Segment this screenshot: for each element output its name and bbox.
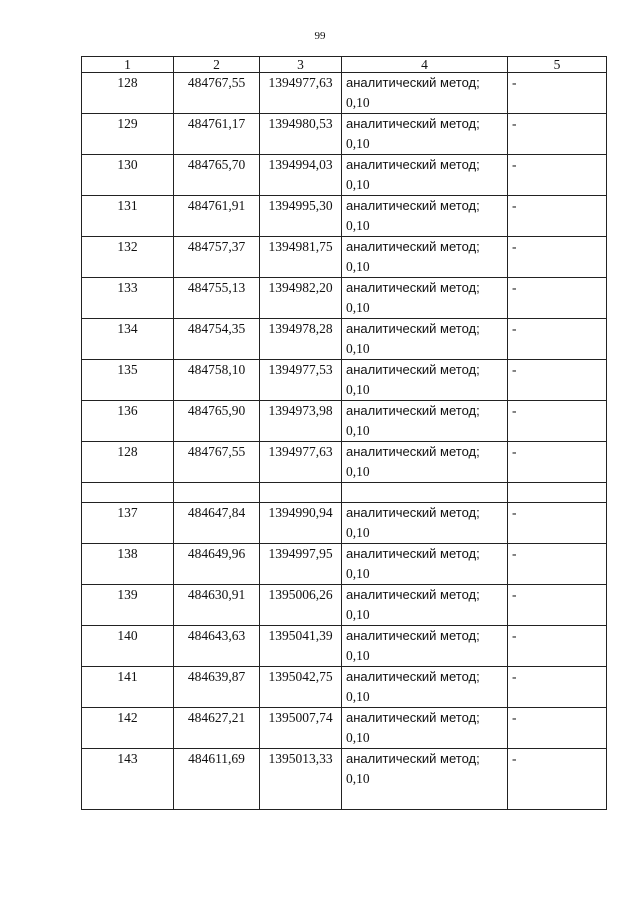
method-cell (342, 749, 508, 810)
accuracy-text: 0,10 (346, 525, 370, 540)
note-cell: - (508, 749, 607, 810)
point-number-cell: 132 (82, 237, 174, 278)
table-row (82, 278, 607, 319)
table-row (82, 319, 607, 360)
point-number-cell: 141 (82, 667, 174, 708)
note-cell: - (508, 708, 607, 749)
table-row (82, 708, 607, 749)
method-text: аналитический метод; (346, 505, 480, 520)
x-coordinate-cell: 484643,63 (174, 626, 260, 667)
y-coordinate-cell: 1394980,53 (260, 114, 342, 155)
table-body (82, 73, 607, 810)
method-cell (342, 626, 508, 667)
note-cell: - (508, 196, 607, 237)
accuracy-text: 0,10 (346, 177, 370, 192)
note-cell: - (508, 626, 607, 667)
point-number-cell: 129 (82, 114, 174, 155)
y-coordinate-cell: 1395041,39 (260, 626, 342, 667)
table-row (82, 585, 607, 626)
accuracy-text: 0,10 (346, 382, 370, 397)
point-number-cell: 143 (82, 749, 174, 810)
method-cell (342, 708, 508, 749)
note-cell: - (508, 155, 607, 196)
point-number-cell: 128 (82, 442, 174, 483)
accuracy-text: 0,10 (346, 607, 370, 622)
x-coordinate-cell: 484767,55 (174, 73, 260, 114)
empty-cell (260, 483, 342, 503)
point-number-cell: 135 (82, 360, 174, 401)
note-cell: - (508, 503, 607, 544)
note-cell: - (508, 585, 607, 626)
method-cell (342, 237, 508, 278)
x-coordinate-cell: 484611,69 (174, 749, 260, 810)
y-coordinate-cell: 1394994,03 (260, 155, 342, 196)
method-text: аналитический метод; (346, 628, 480, 643)
x-coordinate-cell: 484649,96 (174, 544, 260, 585)
method-text: аналитический метод; (346, 321, 480, 336)
x-coordinate-cell: 484630,91 (174, 585, 260, 626)
x-coordinate-cell: 484627,21 (174, 708, 260, 749)
point-number-cell: 137 (82, 503, 174, 544)
accuracy-text: 0,10 (346, 95, 370, 110)
method-text: аналитический метод; (346, 157, 480, 172)
accuracy-text: 0,10 (346, 771, 370, 786)
point-number-cell: 128 (82, 73, 174, 114)
method-cell (342, 401, 508, 442)
x-coordinate-cell: 484754,35 (174, 319, 260, 360)
method-text: аналитический метод; (346, 280, 480, 295)
y-coordinate-cell: 1394997,95 (260, 544, 342, 585)
y-coordinate-cell: 1394977,53 (260, 360, 342, 401)
point-number-cell: 130 (82, 155, 174, 196)
accuracy-text: 0,10 (346, 300, 370, 315)
header-col-2: 2 (174, 57, 260, 73)
accuracy-text: 0,10 (346, 218, 370, 233)
header-col-1: 1 (82, 57, 174, 73)
accuracy-text: 0,10 (346, 730, 370, 745)
point-number-cell: 142 (82, 708, 174, 749)
table-row (82, 749, 607, 810)
x-coordinate-cell: 484765,70 (174, 155, 260, 196)
method-cell (342, 585, 508, 626)
point-number-cell: 134 (82, 319, 174, 360)
method-cell (342, 114, 508, 155)
note-cell: - (508, 401, 607, 442)
method-text: аналитический метод; (346, 710, 480, 725)
note-cell: - (508, 667, 607, 708)
table-row (82, 73, 607, 114)
table-row (82, 360, 607, 401)
table-row (82, 401, 607, 442)
accuracy-text: 0,10 (346, 464, 370, 479)
header-col-3: 3 (260, 57, 342, 73)
x-coordinate-cell: 484767,55 (174, 442, 260, 483)
table-row (82, 626, 607, 667)
y-coordinate-cell: 1395006,26 (260, 585, 342, 626)
accuracy-text: 0,10 (346, 259, 370, 274)
header-col-4: 4 (342, 57, 508, 73)
note-cell: - (508, 114, 607, 155)
note-cell: - (508, 442, 607, 483)
point-number-cell: 136 (82, 401, 174, 442)
accuracy-text: 0,10 (346, 648, 370, 663)
table-row (82, 155, 607, 196)
point-number-cell: 138 (82, 544, 174, 585)
method-cell (342, 667, 508, 708)
method-cell (342, 73, 508, 114)
method-cell (342, 360, 508, 401)
point-number-cell: 133 (82, 278, 174, 319)
method-text: аналитический метод; (346, 546, 480, 561)
accuracy-text: 0,10 (346, 136, 370, 151)
empty-cell (82, 483, 174, 503)
point-number-cell: 139 (82, 585, 174, 626)
accuracy-text: 0,10 (346, 566, 370, 581)
table-row (82, 237, 607, 278)
coordinates-table (81, 56, 607, 810)
point-number-cell: 140 (82, 626, 174, 667)
note-cell: - (508, 278, 607, 319)
table-header-row (82, 57, 607, 73)
accuracy-text: 0,10 (346, 341, 370, 356)
method-text: аналитический метод; (346, 444, 480, 459)
y-coordinate-cell: 1394977,63 (260, 73, 342, 114)
table-row (82, 544, 607, 585)
header-col-5: 5 (508, 57, 607, 73)
method-text: аналитический метод; (346, 198, 480, 213)
method-text: аналитический метод; (346, 403, 480, 418)
y-coordinate-cell: 1394978,28 (260, 319, 342, 360)
y-coordinate-cell: 1395013,33 (260, 749, 342, 810)
method-cell (342, 503, 508, 544)
note-cell: - (508, 237, 607, 278)
note-cell: - (508, 319, 607, 360)
method-cell (342, 196, 508, 237)
method-cell (342, 442, 508, 483)
x-coordinate-cell: 484647,84 (174, 503, 260, 544)
y-coordinate-cell: 1395007,74 (260, 708, 342, 749)
method-cell (342, 319, 508, 360)
method-cell (342, 544, 508, 585)
note-cell: - (508, 360, 607, 401)
x-coordinate-cell: 484757,37 (174, 237, 260, 278)
method-text: аналитический метод; (346, 751, 480, 766)
method-text: аналитический метод; (346, 669, 480, 684)
table-row (82, 503, 607, 544)
table-spacer-row (82, 483, 607, 503)
method-text: аналитический метод; (346, 362, 480, 377)
x-coordinate-cell: 484758,10 (174, 360, 260, 401)
y-coordinate-cell: 1394977,63 (260, 442, 342, 483)
y-coordinate-cell: 1394990,94 (260, 503, 342, 544)
point-number-cell: 131 (82, 196, 174, 237)
table-row (82, 442, 607, 483)
note-cell: - (508, 544, 607, 585)
method-text: аналитический метод; (346, 116, 480, 131)
empty-cell (508, 483, 607, 503)
y-coordinate-cell: 1394995,30 (260, 196, 342, 237)
x-coordinate-cell: 484639,87 (174, 667, 260, 708)
x-coordinate-cell: 484755,13 (174, 278, 260, 319)
y-coordinate-cell: 1394973,98 (260, 401, 342, 442)
empty-cell (342, 483, 508, 503)
empty-cell (174, 483, 260, 503)
x-coordinate-cell: 484765,90 (174, 401, 260, 442)
accuracy-text: 0,10 (346, 423, 370, 438)
y-coordinate-cell: 1395042,75 (260, 667, 342, 708)
x-coordinate-cell: 484761,17 (174, 114, 260, 155)
x-coordinate-cell: 484761,91 (174, 196, 260, 237)
method-text: аналитический метод; (346, 75, 480, 90)
method-cell (342, 278, 508, 319)
method-text: аналитический метод; (346, 587, 480, 602)
note-cell: - (508, 73, 607, 114)
y-coordinate-cell: 1394981,75 (260, 237, 342, 278)
page-number: 99 (314, 30, 326, 42)
table-row (82, 667, 607, 708)
table-row (82, 196, 607, 237)
table-row (82, 114, 607, 155)
accuracy-text: 0,10 (346, 689, 370, 704)
method-cell (342, 155, 508, 196)
y-coordinate-cell: 1394982,20 (260, 278, 342, 319)
method-text: аналитический метод; (346, 239, 480, 254)
